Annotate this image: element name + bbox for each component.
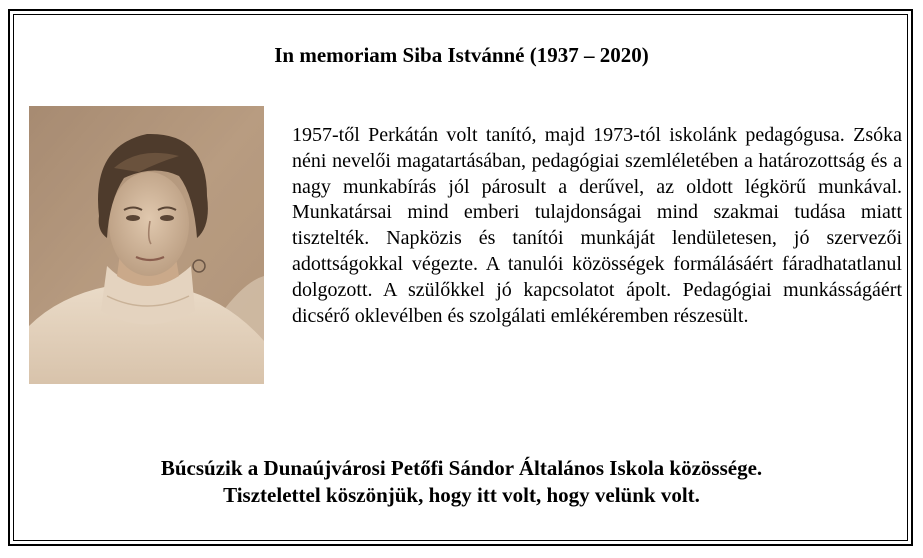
farewell-footer (0, 455, 923, 509)
portrait-photo (29, 106, 264, 384)
farewell-line-2: Tisztelettel köszönjük, hogy itt volt, hogy velünk volt. (223, 483, 700, 507)
biography-text: 1957-től Perkátán volt tanító, majd 1973-tól iskolánk pedagógusa. Zsóka néni nevelői magatartásában, pedagógiai szemléletében a határozottság és a nagy munkabírás jól párosult a derűvel, az oldott légkörű munkával. Munkatársai mind emberi tulajdonságai mind szakmai tudása miatt tisztelték. Napközis és tanítói munkáját lendületesen, jó szervezői adottságokkal végezte. A tanulói közösségek formálásáért fáradhatatlanul dolgozott. A szülőkkel jó kapcsolatot ápolt. Pedagógiai munkásságáért dicsérő oklevélben és szolgálati emlékéremben részesült. (292, 124, 902, 327)
memorial-title: In memoriam Siba Istvánné (1937 – 2020) (274, 43, 649, 67)
portrait-image (29, 106, 264, 384)
farewell-line-1: Búcsúzik a Dunaújvárosi Petőfi Sándor Általános Iskola közössége. (160, 456, 763, 480)
